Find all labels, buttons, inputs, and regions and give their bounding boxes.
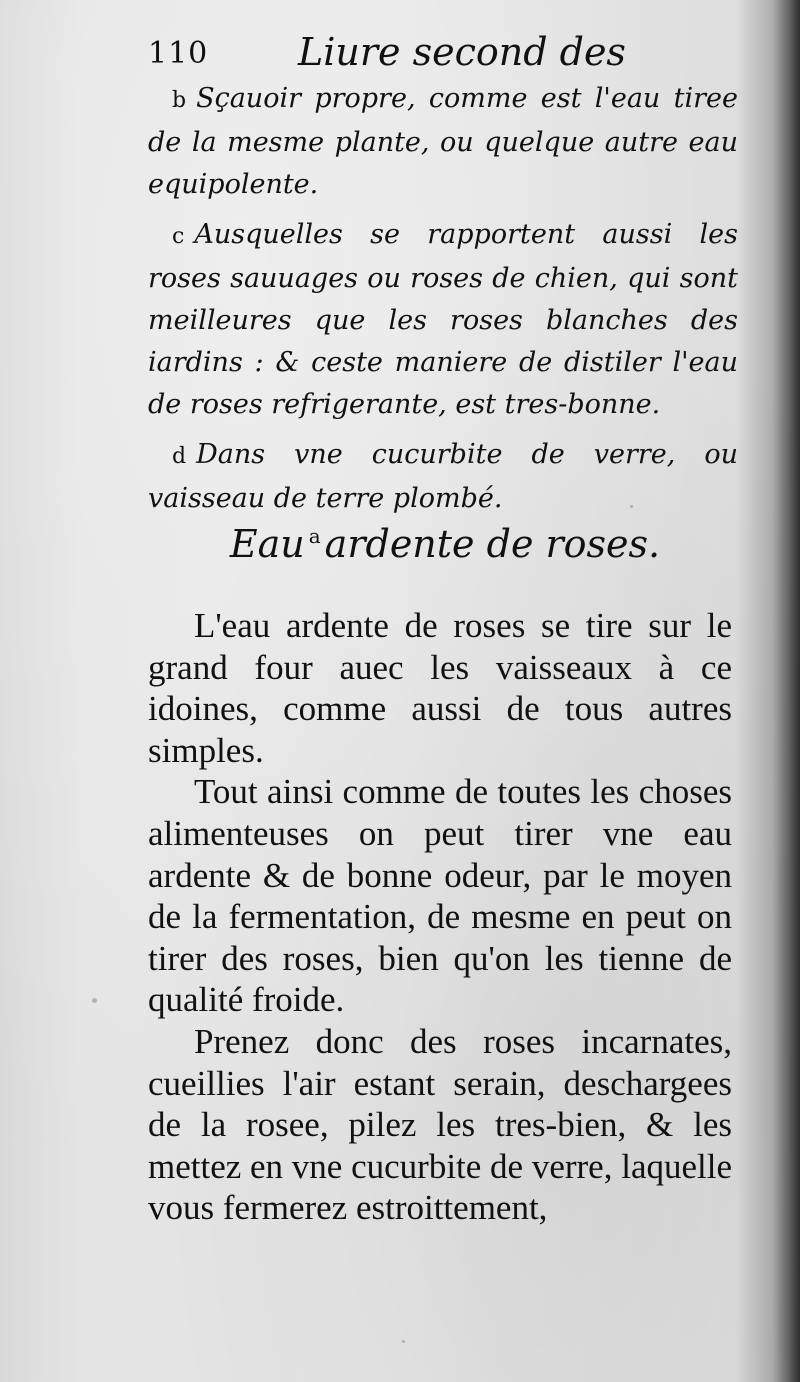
section-title-start: Eau xyxy=(229,522,305,566)
page-header xyxy=(148,26,768,82)
page-number: 110 xyxy=(148,36,209,71)
note-marker: b xyxy=(172,88,187,113)
paragraph: Prenez donc des roses incarnates, cueillies l'air estant serain, deschargees de la rosee, pilez les tres-bien, & les mettez en vne cucurbite de verre, laquelle vous fermerez estroittement, xyxy=(148,1021,732,1228)
paper-speck xyxy=(92,998,97,1003)
note-text: Sçauoir propre, comme est l'eau tiree de la mesme plante, ou quelque autre eau equipolente. xyxy=(148,83,738,200)
note-text: Dans vne cucurbite de verre, ou vaisseau de terre plombé. xyxy=(148,439,738,514)
note-d xyxy=(148,434,738,520)
running-head: Liure second des xyxy=(298,30,626,74)
page-edge-shadow xyxy=(772,0,800,1382)
section-title xyxy=(150,522,740,566)
section-note-marker: a xyxy=(308,524,321,548)
note-marker: d xyxy=(172,444,187,469)
paragraph: Tout ainsi comme de toutes les choses alimenteuses on peut tirer vne eau ardente & de bonne odeur, par le moyen de la fermentation, de mesme en peut on tirer des roses, bien qu'on les tienne de qualité froide. xyxy=(148,772,732,1020)
note-marker: c xyxy=(172,224,185,249)
note-text: Ausquelles se rapportent aussi les roses sauuages ou roses de chien, qui sont meilleures que les roses blanches des iardins : & ceste maniere de distiler l'eau de roses refrigerante, est tres-bonne. xyxy=(148,219,738,420)
body-text xyxy=(148,605,732,1229)
section-title-end: ardente de roses. xyxy=(324,522,661,566)
marginal-notes xyxy=(148,78,738,528)
note-c xyxy=(148,214,738,426)
paper-speck xyxy=(402,1340,405,1343)
paragraph: L'eau ardente de roses se tire sur le grand four auec les vaisseaux à ce idoines, comme aussi de tous autres simples. xyxy=(148,606,732,770)
note-b xyxy=(148,78,738,206)
